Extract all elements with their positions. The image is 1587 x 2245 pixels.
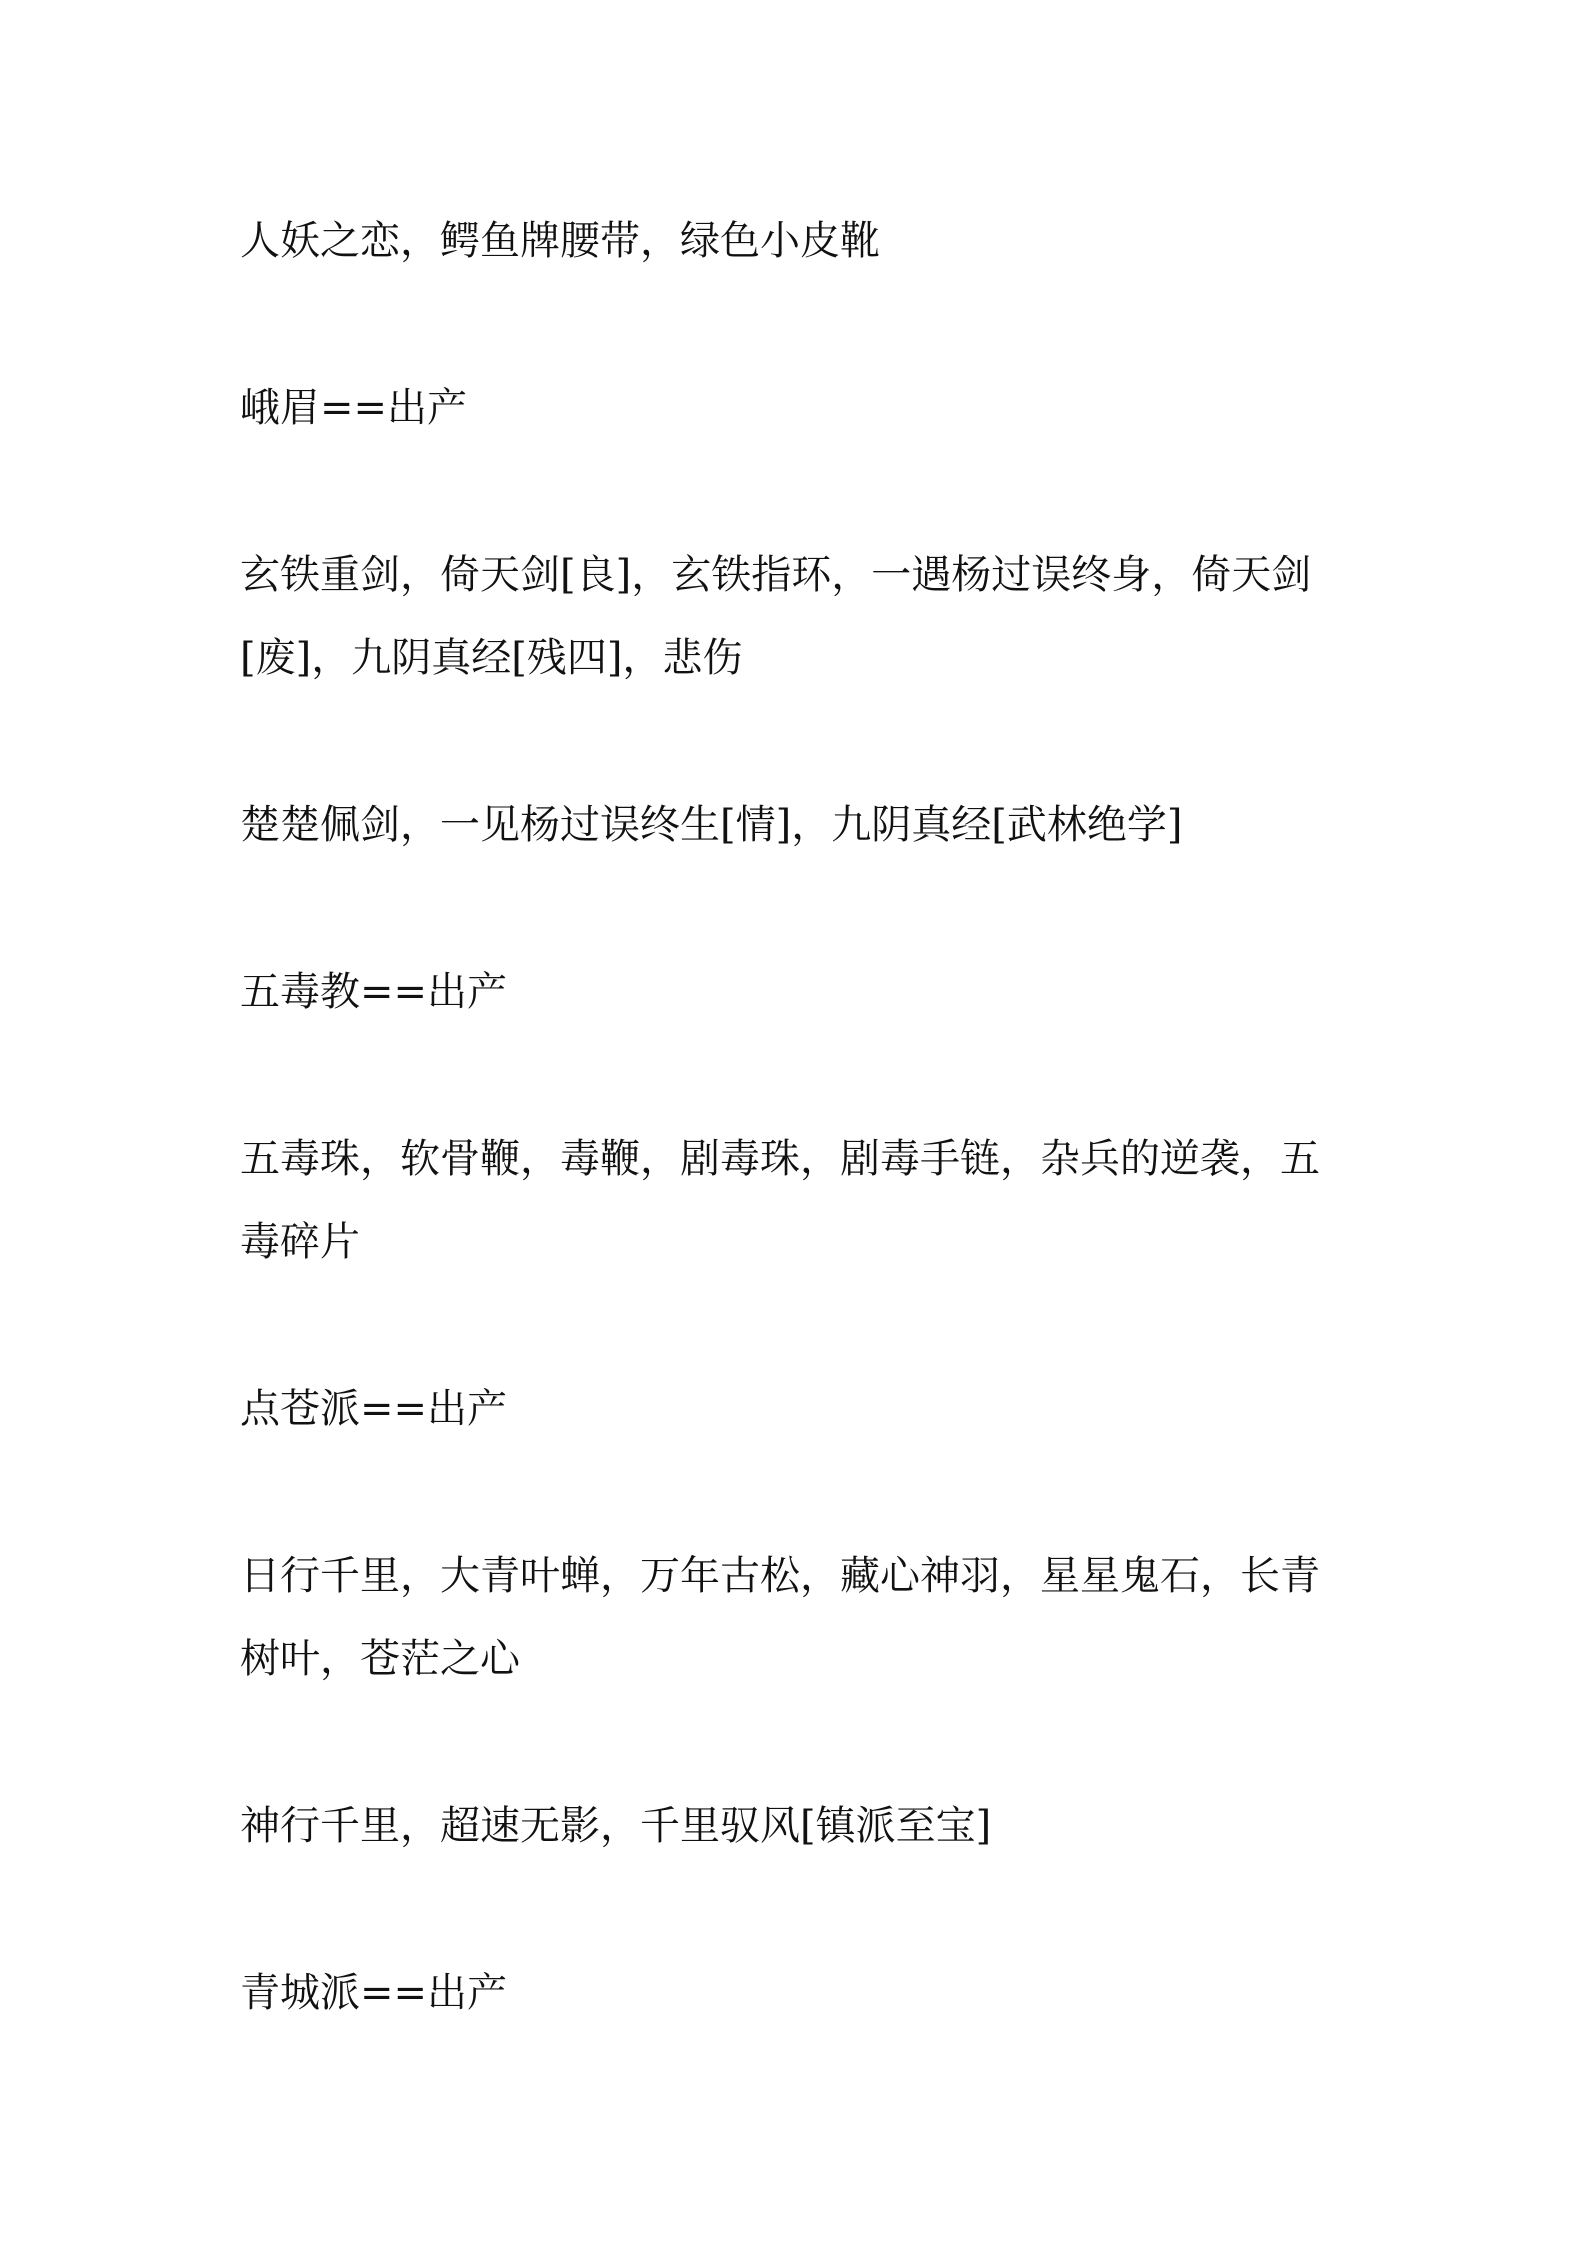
document-body	[240, 200, 1355, 2119]
paragraph-wudu-items: 五毒珠，软骨鞭，毒鞭，剧毒珠，剧毒手链，杂兵的逆袭，五毒碎片	[240, 1136, 1320, 1265]
paragraph-wudu-heading: 五毒教==出产	[240, 969, 508, 1015]
paragraph-diancang-heading: 点苍派==出产	[240, 1386, 508, 1432]
paragraph-lovers-items: 人妖之恋，鳄鱼牌腰带，绿色小皮靴	[240, 218, 880, 264]
paragraph-emei-items-2: 楚楚佩剑，一见杨过误终生[情]，九阴真经[武林绝学]	[240, 802, 1183, 848]
paragraph-emei-items: 玄铁重剑，倚天剑[良]，玄铁指环，一遇杨过误终身，倚天剑[废]，九阴真经[残四]，悲伤	[240, 552, 1312, 681]
paragraph-diancang-items: 日行千里，大青叶蝉，万年古松，藏心神羽，星星鬼石，长青树叶，苍茫之心	[240, 1553, 1320, 1682]
paragraph-emei-heading: 峨眉==出产	[240, 385, 468, 431]
paragraph-qingcheng-heading: 青城派==出产	[240, 1970, 508, 2016]
paragraph-diancang-items-2: 神行千里，超速无影，千里驭风[镇派至宝]	[240, 1803, 992, 1849]
